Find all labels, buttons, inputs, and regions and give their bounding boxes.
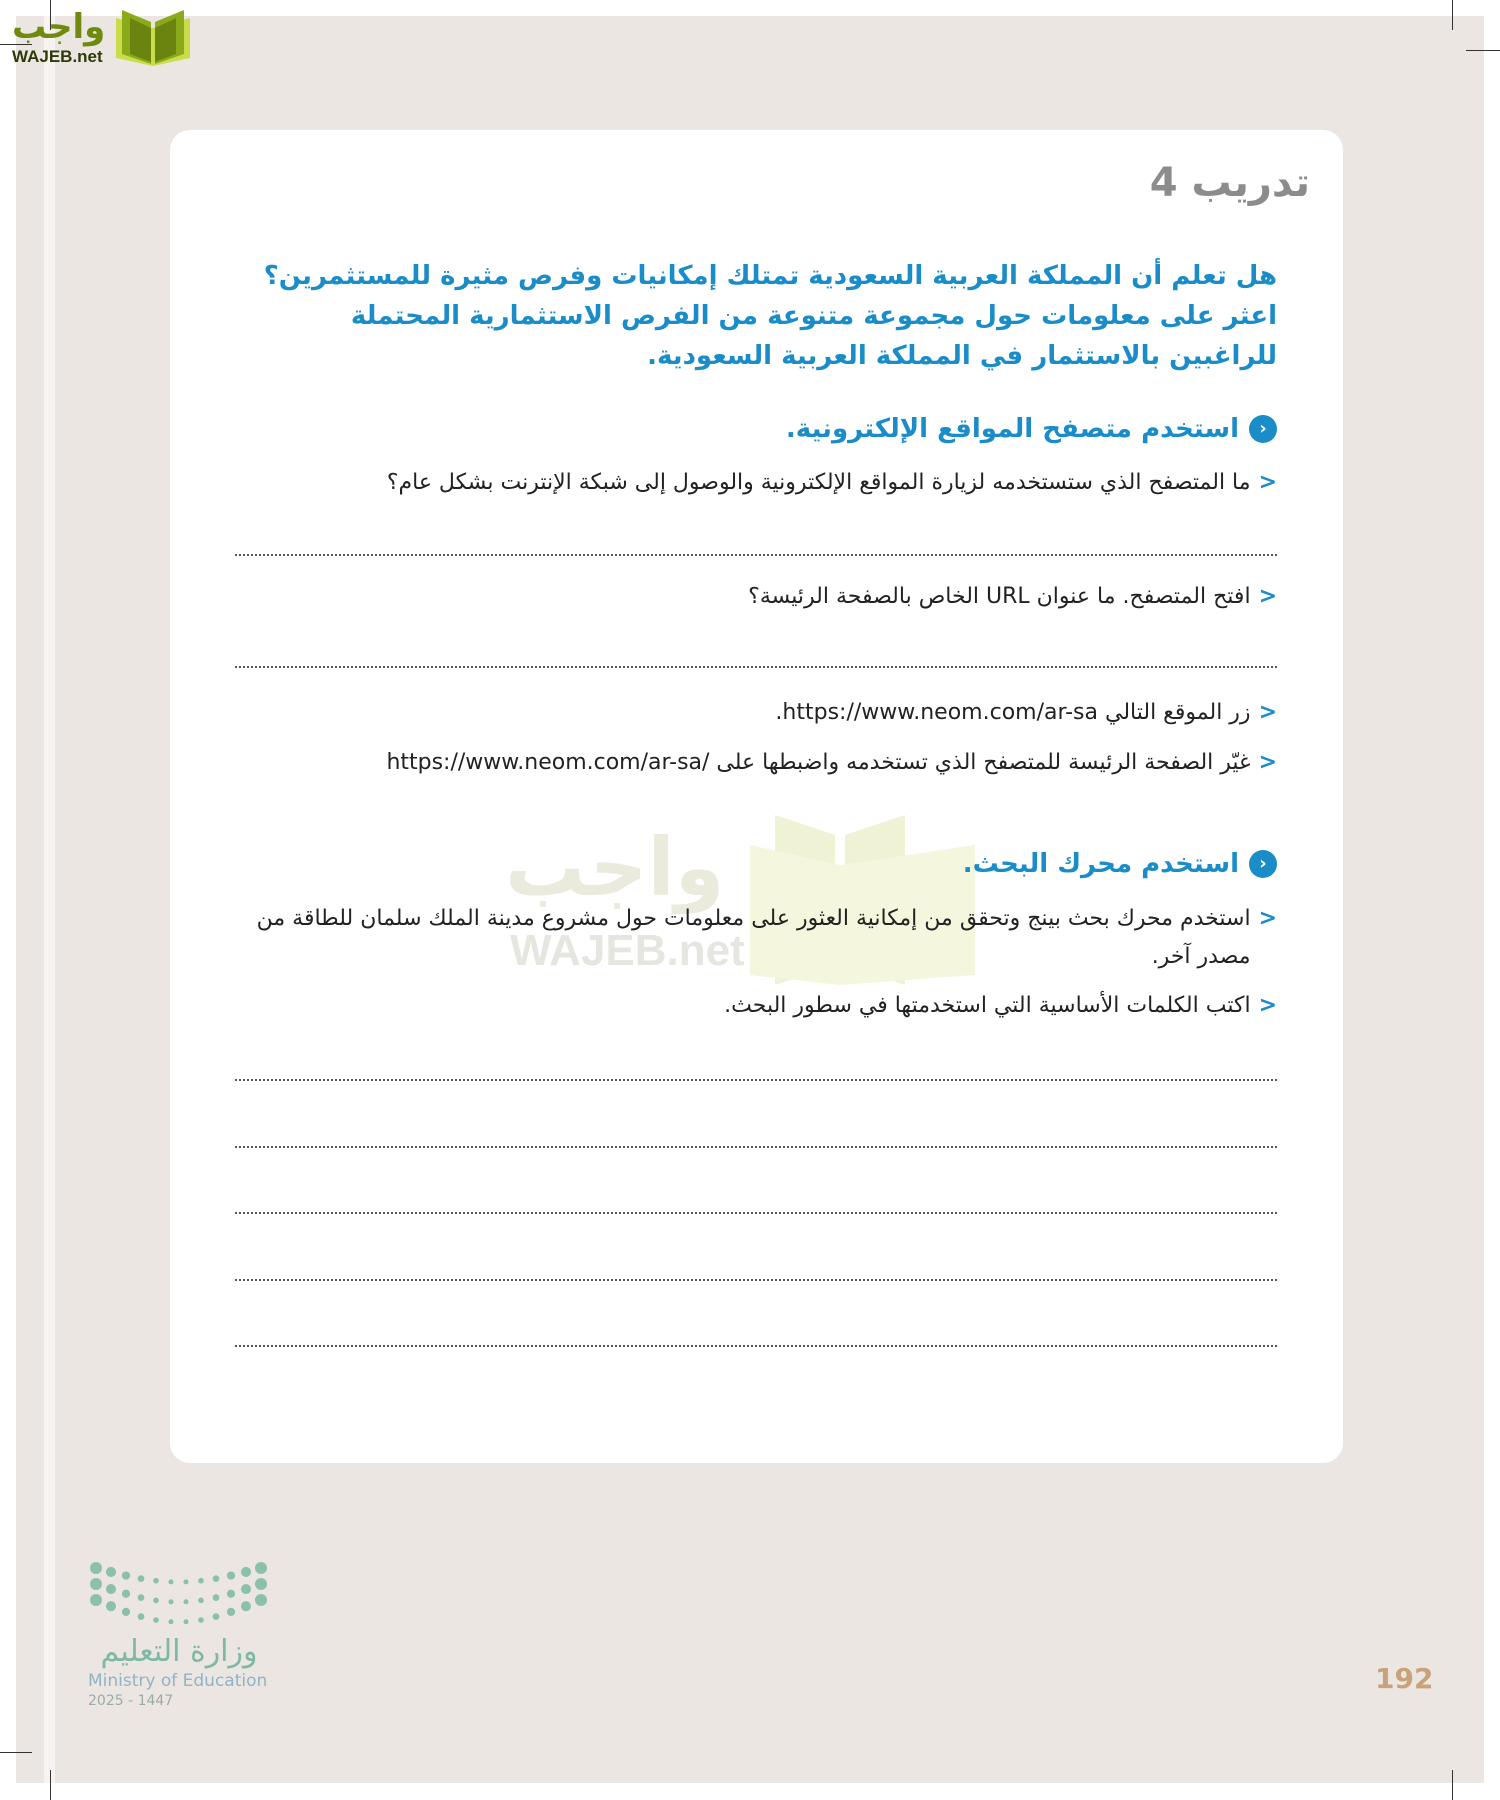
emblem-dot [168,1599,173,1604]
answer-line[interactable] [235,1079,1277,1081]
ministry-logo [88,1560,270,1709]
crop-mark [1452,0,1453,30]
question-text: اكتب الكلمات الأساسية التي استخدمتها في سطور البحث. [724,993,1251,1018]
emblem-dot [213,1594,220,1601]
emblem-dot [122,1608,130,1616]
ministry-name-ar: وزارة التعليم [100,1634,258,1669]
emblem-dot [153,1578,159,1584]
svg-text:واجب: واجب [12,7,106,47]
emblem-dot [213,1613,220,1620]
emblem-dot [241,1567,251,1577]
chevron-icon: < [1258,906,1277,931]
question-item [775,700,1277,725]
page-number: 192 [1375,1662,1434,1695]
question-item [235,900,1277,976]
answer-line[interactable] [235,1212,1277,1214]
emblem-dot [213,1575,220,1582]
answer-line[interactable] [235,554,1277,556]
emblem-dot [90,1562,102,1574]
question-item [748,584,1277,609]
emblem-dot [153,1617,159,1623]
section-heading-browser [786,414,1277,444]
emblem-dot [227,1571,235,1579]
emblem-dot [153,1598,159,1604]
ministry-name-en: Ministry of Education [88,1671,268,1691]
section-heading-text: استخدم متصفح المواقع الإلكترونية. [785,414,1239,444]
emblem-dot [138,1594,145,1601]
emblem-dot [255,1562,267,1574]
emblem-dot [90,1594,102,1606]
answer-line[interactable] [235,666,1277,668]
svg-text:واجب: واجب [505,821,725,914]
emblem-dot [227,1590,235,1598]
question-text: افتح المتصفح. ما عنوان URL الخاص بالصفحة الرئيسة؟ [748,584,1251,609]
svg-text:WAJEB.net: WAJEB.net [12,47,103,66]
question-text: ما المتصفح الذي ستستخدمه لزيارة المواقع الإلكترونية والوصول إلى شبكة الإنترنت بشكل عام؟ [386,470,1251,495]
emblem-dot [183,1599,188,1604]
answer-line[interactable] [235,1146,1277,1148]
section-heading-search [963,849,1277,879]
question-text: غيّر الصفحة الرئيسة للمتصفح الذي تستخدمه واضبطها على /https://www.neom.com/ar-sa [386,750,1251,775]
wajeb-logo [8,4,193,72]
emblem-dot [168,1619,173,1624]
crop-mark [50,1770,51,1800]
edition-year: 2025 - 1447 [88,1693,174,1709]
chevron-icon: < [1258,700,1277,725]
answer-line[interactable] [235,1345,1277,1347]
chevron-icon: < [1258,993,1277,1018]
chevron-icon: < [1258,470,1277,495]
answer-line[interactable] [235,1279,1277,1281]
exercise-intro: هل تعلم أن المملكة العربية السعودية تمتلك إمكانيات وفرص مثيرة للمستثمرين؟ اعثر على معلومات حول مجموعة متنوعة من الفرص الاستثمارية المحتملة للراغبين بالاستثمار في المملكة العربية السعودية. [263,261,1277,371]
margin-strip [44,16,55,1783]
crop-mark [1452,1770,1453,1800]
emblem-dot [255,1594,267,1606]
chevron-left-circle-icon: ‹ [1249,415,1277,443]
emblem-dot [183,1619,188,1624]
emblem-dot [198,1598,204,1604]
chevron-left-circle-icon: ‹ [1249,850,1277,878]
svg-text:WAJEB.net: WAJEB.net [510,926,745,975]
crop-mark [0,1752,32,1753]
emblem-dot [198,1578,204,1584]
emblem-dot [122,1590,130,1598]
emblem-dot [255,1578,267,1590]
question-item [724,993,1277,1018]
emblem-dot [227,1608,235,1616]
chevron-icon: < [1258,584,1277,609]
question-item [386,750,1277,775]
question-text: زر الموقع التالي https://www.neom.com/ar-sa. [775,700,1251,725]
question-item [387,470,1277,495]
section-heading-text: استخدم محرك البحث. [962,849,1239,879]
emblem-dot [122,1571,130,1579]
emblem-dot [241,1601,251,1611]
exercise-title: تدريب 4 [1149,160,1310,206]
chevron-icon: < [1258,750,1277,775]
emblem-dot [138,1613,145,1620]
emblem-dot [106,1601,116,1611]
emblem-dot [106,1584,116,1594]
emblem-dot [168,1579,173,1584]
emblem-dot [106,1567,116,1577]
crop-mark [1466,50,1500,51]
question-text: استخدم محرك بحث بينج وتحقق من إمكانية العثور على معلومات حول مشروع مدينة الملك سلمان للطاقة من مصدر آخر. [256,906,1251,969]
emblem-dot [241,1584,251,1594]
emblem-dot [198,1617,204,1623]
emblem-dot [138,1575,145,1582]
emblem-dot [90,1578,102,1590]
emblem-dot [183,1579,188,1584]
ministry-dots-emblem [88,1560,270,1624]
